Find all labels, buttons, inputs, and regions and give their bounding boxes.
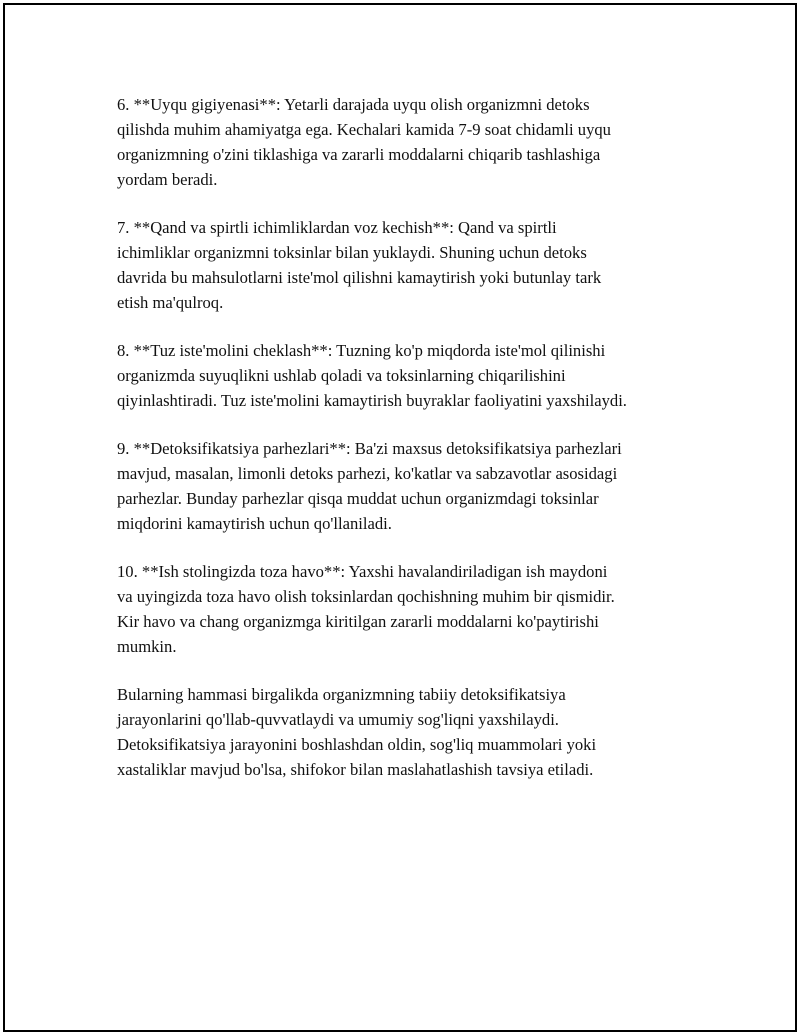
text-line: mavjud, masalan, limonli detoks parhezi, ko'katlar va sabzavotlar asosidagi [117,464,618,483]
text-line: Bularning hammasi birgalikda organizmning tabiiy detoksifikatsiya [117,685,566,704]
paragraph-salt-limit [117,338,697,413]
paragraph-sleep-hygiene [117,92,697,192]
paragraph-clean-air [117,559,697,659]
text-line: organizmning o'zini tiklashiga va zararli moddalarni chiqarib tashlashiga [117,145,601,164]
text-line: mumkin. [117,637,177,656]
text-line: qiyinlashtiradi. Tuz iste'molini kamaytirish buyraklar faoliyatini yaxshilaydi. [117,391,627,410]
text-line: jarayonlarini qo'llab-quvvatlaydi va umumiy sog'liqni yaxshilaydi. [117,710,559,729]
paragraph-detox-diets [117,436,697,536]
text-line: parhezlar. Bunday parhezlar qisqa muddat uchun organizmdagi toksinlar [117,489,599,508]
paragraph-conclusion [117,682,697,782]
text-line: Kir havo va chang organizmga kiritilgan zararli moddalarni ko'paytirishi [117,612,599,631]
document-body [117,92,697,805]
text-line: organizmda suyuqlikni ushlab qoladi va toksinlarning chiqarilishini [117,366,566,385]
text-line: ichimliklar organizmni toksinlar bilan yuklaydi. Shuning uchun detoks [117,243,587,262]
text-line: xastaliklar mavjud bo'lsa, shifokor bilan maslahatlashish tavsiya etiladi. [117,760,594,779]
text-line: 6. **Uyqu gigiyenasi**: Yetarli darajada uyqu olish organizmni detoks [117,95,590,114]
text-line: miqdorini kamaytirish uchun qo'llaniladi. [117,514,392,533]
text-line: 9. **Detoksifikatsiya parhezlari**: Ba'zi maxsus detoksifikatsiya parhezlari [117,439,622,458]
text-line: 7. **Qand va spirtli ichimliklardan voz kechish**: Qand va spirtli [117,218,557,237]
text-line: 10. **Ish stolingizda toza havo**: Yaxshi havalandiriladigan ish maydoni [117,562,608,581]
text-line: Detoksifikatsiya jarayonini boshlashdan oldin, sog'liq muammolari yoki [117,735,597,754]
paragraph-sugar-alcohol [117,215,697,315]
text-line: etish ma'qulroq. [117,293,224,312]
text-line: yordam beradi. [117,170,218,189]
text-line: va uyingizda toza havo olish toksinlardan qochishning muhim bir qismidir. [117,587,615,606]
text-line: qilishda muhim ahamiyatga ega. Kechalari kamida 7-9 soat chidamli uyqu [117,120,611,139]
text-line: davrida bu mahsulotlarni iste'mol qilishni kamaytirish yoki butunlay tark [117,268,602,287]
text-line: 8. **Tuz iste'molini cheklash**: Tuzning ko'p miqdorda iste'mol qilinishi [117,341,606,360]
